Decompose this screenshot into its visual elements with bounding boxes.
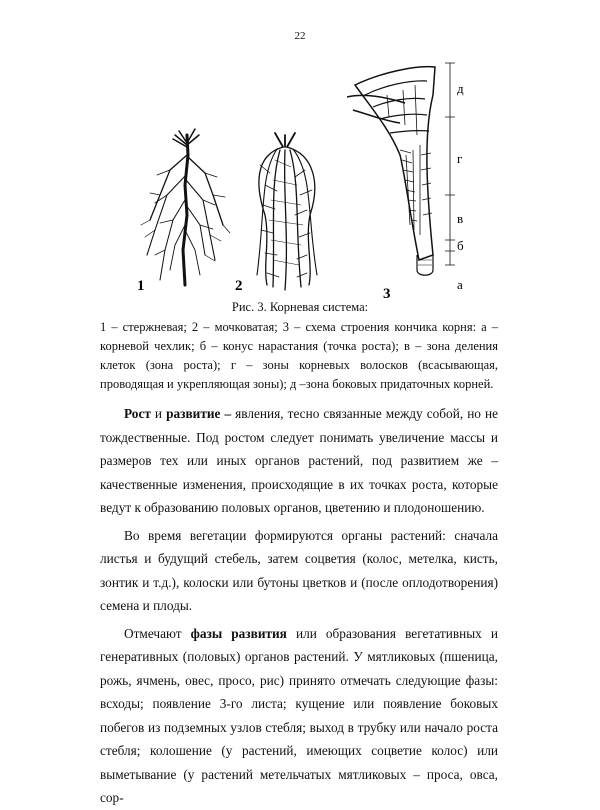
page-number: 22 [294,30,306,42]
paragraph-vegetation: Во время вегетации формируются органы растений: сначала листья и будущий стебель, затем соцветия (колос, метелка, кисть, зонтик и т.д.), колоски или бутоны цветков и (после оплодотворения) семена и плоды. [100,527,498,613]
fig-label-1: 1 [137,278,145,294]
root-tip-scheme [347,63,455,275]
paragraph-phases: Отмечают фазы развития или образования вегетативных и генеративных (половых) органов растений. У мятликовых (пшеница, рожь, ячмень, овес, просо, рис) принято отмечать следующие фазы: всходы; появление 3-го листа; кущение или появление боковых побегов из подземных узлов стебля; выход в трубку или начало роста стебля; колошение (у растений, имеющих соцветие колос) или выметывание (у растений метельчатых мятликовых – проса, овса, сор- [100,625,498,805]
term-phases: фазы развития [190,625,287,641]
zone-label-v: в [457,211,464,226]
fibrous-root-drawing [257,133,317,290]
zone-label-g: г [457,151,463,166]
zone-label-d: д [457,81,464,96]
figure-caption: Рис. 3. Корневая система: [231,300,369,314]
term-development: развитие – [166,406,232,421]
body-text [100,402,498,810]
zone-label-b: б [457,238,464,253]
zone-label-a: а [457,277,463,292]
fig-label-2: 2 [235,278,243,294]
root-system-figure [115,55,495,305]
root-illustrations [115,55,495,305]
paragraph-growth: Рост и развитие – явления, тесно связанные между собой, но не тождественные. Под ростом следует понимать увеличение массы и размеров тех или иных органов растений, под развитием же – качественные изменения, происходящие в их точках роста, которые ведут к образованию половых органов, цветению и плодоношению. [100,406,499,515]
taproot-drawing [141,129,230,285]
figure-legend: 1 – стержневая; 2 – мочковатая; 3 – схема строения кончика корня: а – корневой чехлик; б – конус нарастания (точка роста); в – зона деления клеток (зона роста); г – зоны корневых волосков (всасывающая, проводящая и укрепляющая зоны); д –зона боковых придаточных корней. [100,320,498,391]
term-growth: Рост [124,406,151,421]
fig-label-3: 3 [383,286,391,302]
